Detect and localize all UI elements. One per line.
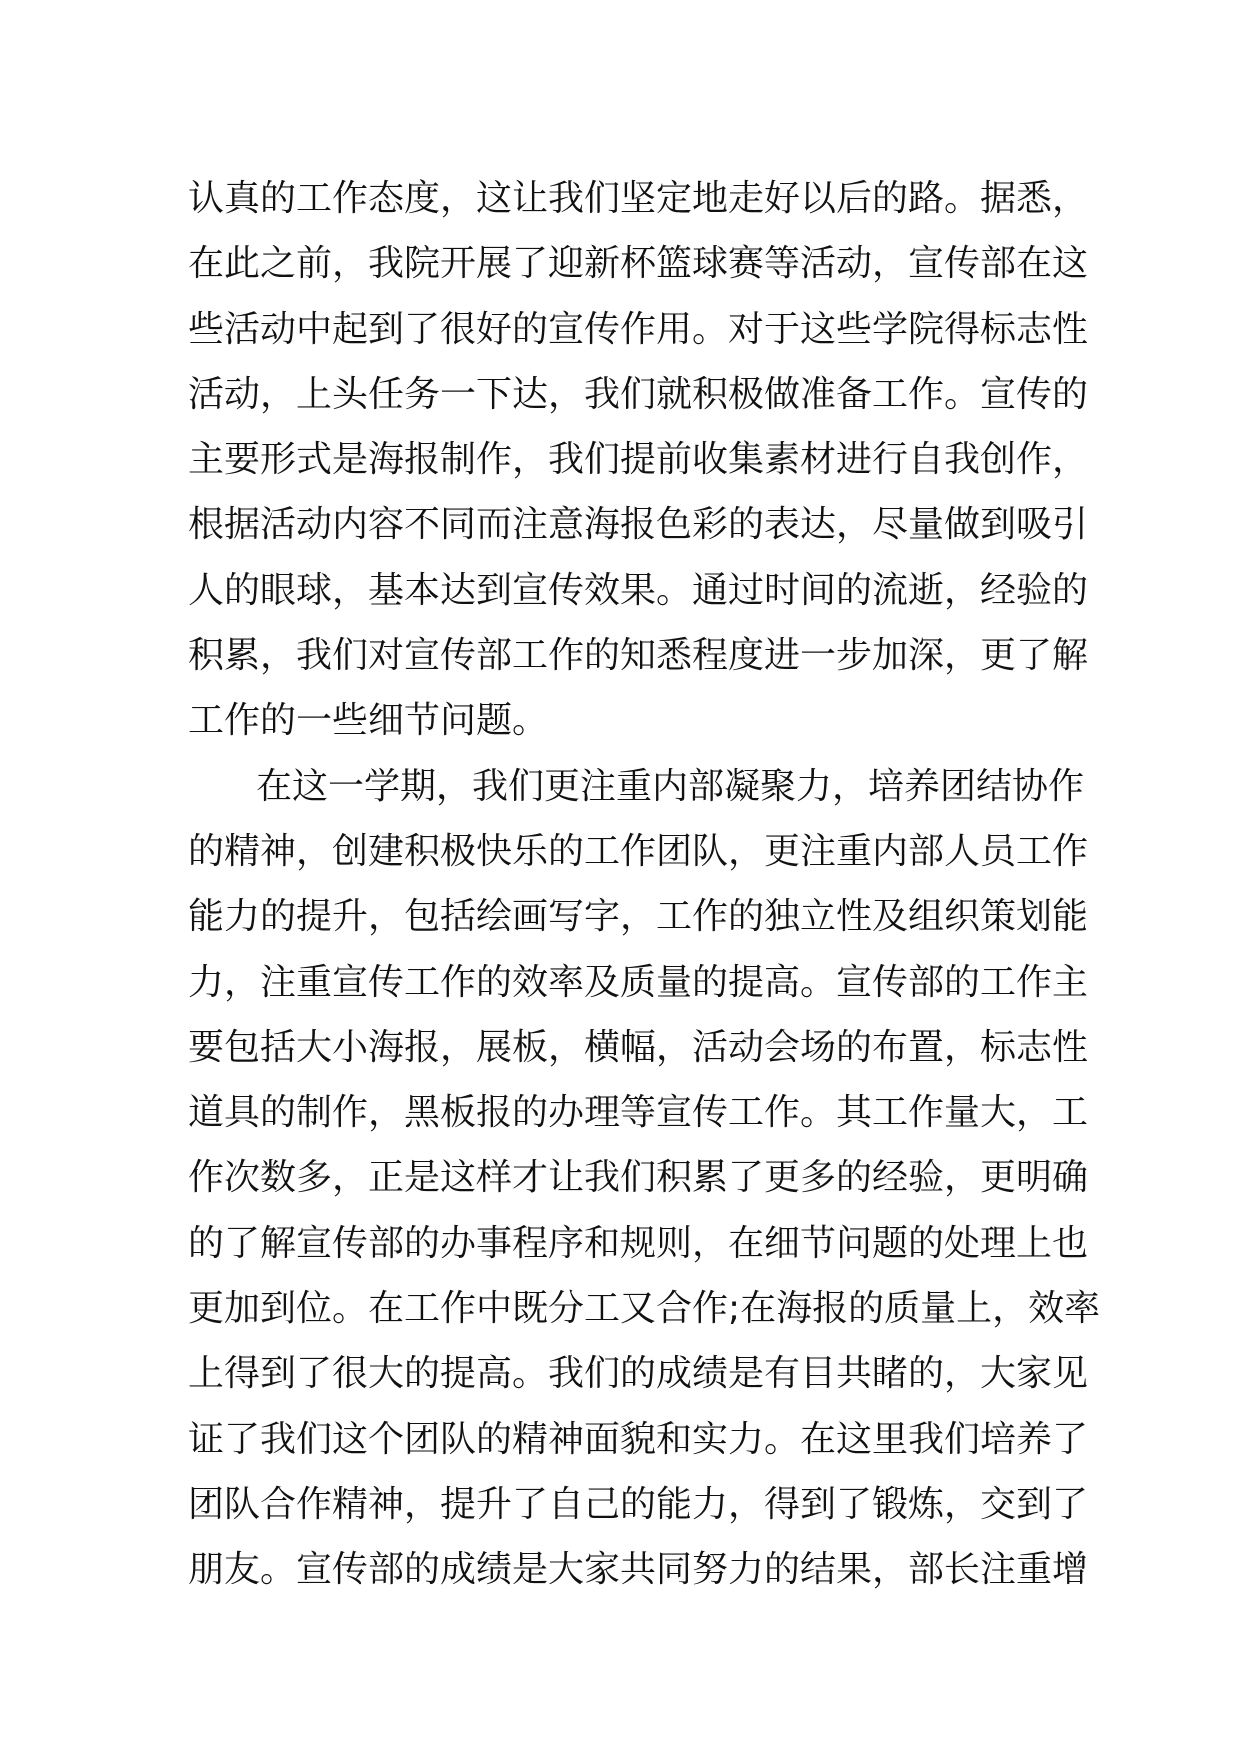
body-text bbox=[188, 166, 1101, 1603]
text-line: 人的眼球，基本达到宣传效果。通过时间的流逝，经验的 bbox=[188, 569, 1089, 611]
text-line: 在这一学期，我们更注重内部凝聚力，培养团结协作 bbox=[256, 765, 1085, 807]
text-line: 能力的提升，包括绘画写字，工作的独立性及组织策划能 bbox=[188, 896, 1089, 938]
text-line: 认真的工作态度，这让我们坚定地走好以后的路。据悉， bbox=[188, 178, 1089, 219]
text-line: 更加到位。在工作中既分工又合作;在海报的质量上，效率 bbox=[188, 1288, 1101, 1330]
text-line: 的了解宣传部的办事程序和规则，在细节问题的处理上也 bbox=[188, 1222, 1089, 1264]
text-line: 积累，我们对宣传部工作的知悉程度进一步加深，更了解 bbox=[188, 635, 1089, 677]
text-line: 主要形式是海报制作，我们提前收集素材进行自我创作， bbox=[188, 439, 1089, 481]
text-line: 在此之前，我院开展了迎新杯篮球赛等活动，宣传部在这 bbox=[188, 243, 1089, 285]
text-line: 作次数多，正是这样才让我们积累了更多的经验，更明确 bbox=[188, 1157, 1089, 1199]
text-line: 团队合作精神，提升了自己的能力，得到了锻炼，交到了 bbox=[188, 1483, 1089, 1525]
text-line: 上得到了很大的提高。我们的成绩是有目共睹的，大家见 bbox=[188, 1353, 1089, 1395]
text-line: 力，注重宣传工作的效率及质量的提高。宣传部的工作主 bbox=[188, 961, 1089, 1003]
paragraph-1 bbox=[188, 166, 1089, 754]
text-line: 的精神，创建积极快乐的工作团队，更注重内部人员工作 bbox=[188, 830, 1089, 872]
text-line: 要包括大小海报，展板，横幅，活动会场的布置，标志性 bbox=[188, 1026, 1089, 1068]
text-line: 证了我们这个团队的精神面貌和实力。在这里我们培养了 bbox=[188, 1418, 1089, 1460]
text-line: 根据活动内容不同而注意海报色彩的表达，尽量做到吸引 bbox=[188, 504, 1089, 546]
text-line: 朋友。宣传部的成绩是大家共同努力的结果，部长注重增 bbox=[188, 1549, 1089, 1591]
text-line: 些活动中起到了很好的宣传作用。对于这些学院得标志性 bbox=[188, 308, 1089, 350]
paragraph-2 bbox=[188, 754, 1101, 1603]
text-line: 活动，上头任务一下达，我们就积极做准备工作。宣传的 bbox=[188, 373, 1089, 415]
text-line: 工作的一些细节问题。 bbox=[188, 700, 549, 742]
text-line: 道具的制作，黑板报的办理等宣传工作。其工作量大，工 bbox=[188, 1092, 1089, 1134]
